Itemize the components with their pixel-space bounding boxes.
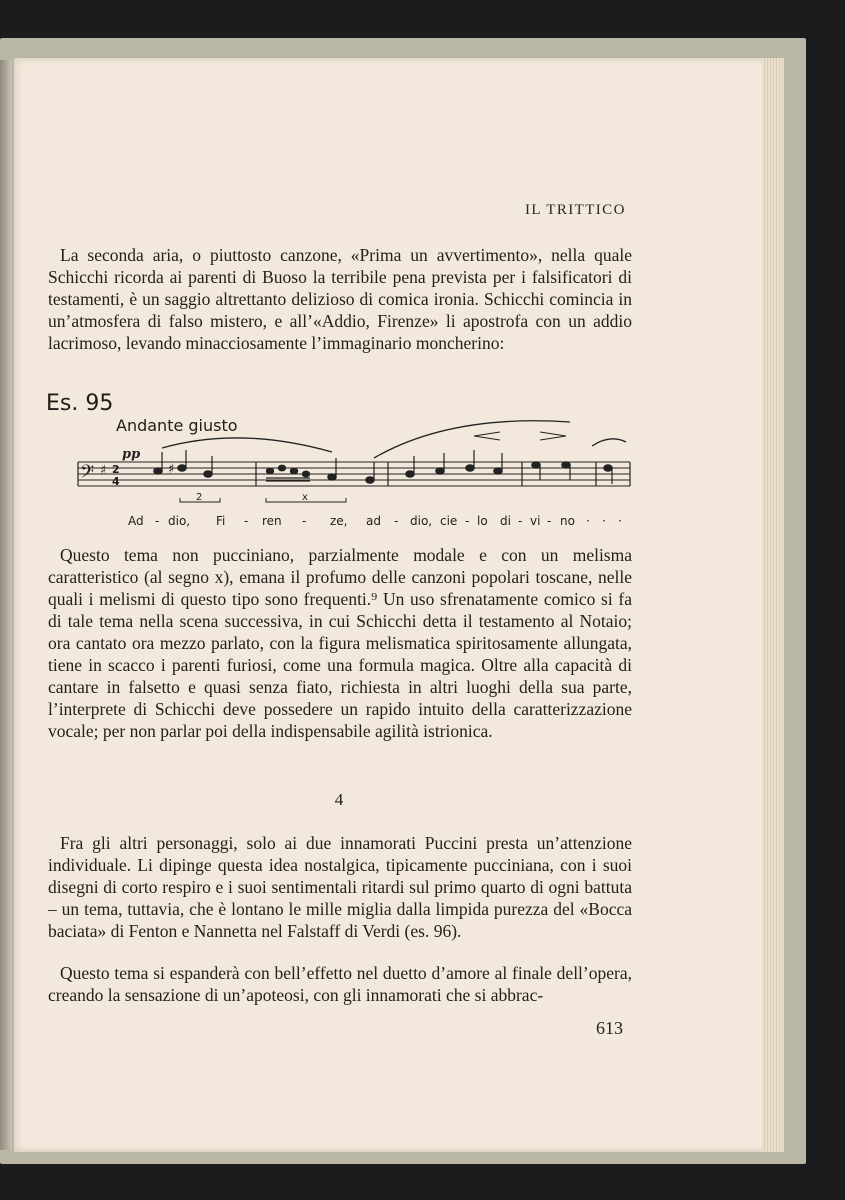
section-number: 4 [334,790,344,809]
lyric-syllable: ren [262,514,282,528]
example-label: Es. 95 [46,391,114,416]
paragraph-3: Fra gli altri personaggi, solo ai due innamorati Puccini presta un’attenzione individuale. Li dipinge questa idea nostalgica, tipicamente pucciniana, con i suoi disegni di corto respiro e i suoi sentimentali ritardi sul primo quarto di ogni battuta – un tema, tuttavia, che è lontano le mille miglia dalla limpida purezza del «Bocca baciata» di Fenton e Nannetta nel Falstaff di Verdi (es. 96). [48,833,632,941]
time-signature-bottom: 4 [112,475,120,488]
lyric-syllable: · [586,514,590,528]
lyric-syllable: · [602,514,606,528]
lyric-syllable: di [500,514,511,528]
hairpins [474,432,566,440]
lyric-syllable: - [244,514,249,528]
lyric-syllable: Fi [216,514,226,528]
book-spine [0,60,12,1150]
svg-text:♯: ♯ [168,462,175,477]
melisma-mark: x [302,492,308,503]
lyric-syllable: dio, [168,514,191,528]
sharp-icon: ♯ [100,463,107,478]
lyric-syllable: lo [477,514,488,528]
lyric-syllable: vi [530,514,541,528]
lyric-syllable: · [618,514,622,528]
lyric-syllable: - [155,514,160,528]
lyric-syllable: - [547,514,552,528]
tempo-marking: Andante giusto [116,416,238,435]
page-edges [762,58,784,1152]
lyric-syllable: Ad [128,514,144,528]
lyric-syllable: - [394,514,399,528]
lyric-syllable: dio, [410,514,433,528]
lyric-syllable: ad [366,514,381,528]
lyric-syllable: - [302,514,307,528]
lyric-syllable: - [518,514,523,528]
paragraph-4: Questo tema si espanderà con bell’effetto nel duetto d’amore al finale dell’opera, creando la sensazione di un’apoteosi, con gli innamorati che si abbrac- [48,963,632,1005]
time-signature-top: 2 [112,463,120,476]
lyric-syllable: no [560,514,575,528]
lyric-syllable: cie [440,514,458,528]
running-head: IL TRITTICO [525,202,626,218]
music-example-staff [70,418,640,518]
triplet-mark: 2 [196,492,203,503]
group-brackets [180,498,346,502]
notes [154,450,612,484]
bass-clef-icon: 𝄢 [80,462,95,487]
paragraph-2: Questo tema non pucciniano, parzialmente modale e con un melisma caratteristico (al segno x), emana il profumo delle canzoni popolari toscane, nelle quali i melismi di questo tipo sono frequenti.⁹ Un uso sfrenatamente comico si fa di tale tema nella scena successiva, in cui Schicchi detta il testamento al Notaio; ora cantato ora mezzo parlato, con la figura melismatica spiritosamente allungata, tiene in scacco i parenti furiosi, come una formula magica. Oltre alla capacità di cantare in falsetto e quasi senza fiato, richiesta in altri luoghi della sua parte, l’interprete di Schicchi deve possedere un rapido intuito della caratterizzazione vocale; per non parlar poi della indispensabile agilità istrionica. [48,545,632,741]
slurs [162,421,626,458]
lyric-syllable: - [465,514,470,528]
dynamic-marking: pp [122,447,141,462]
paragraph-1: La seconda aria, o piuttosto canzone, «Prima un avvertimento», nella quale Schicchi ricorda ai parenti di Buoso la terribile pena prevista per i falsificatori di testamenti, è un saggio altrettanto delizioso di comica ironia. Schicchi comincia in un’atmosfera di falso mistero, e all’«Addio, Firenze» li apostrofa con un addio lacrimoso, levando minacciosamente l’immaginario moncherino: [48,245,632,353]
page-number: 613 [596,1018,623,1038]
lyric-syllable: ze, [330,514,348,528]
